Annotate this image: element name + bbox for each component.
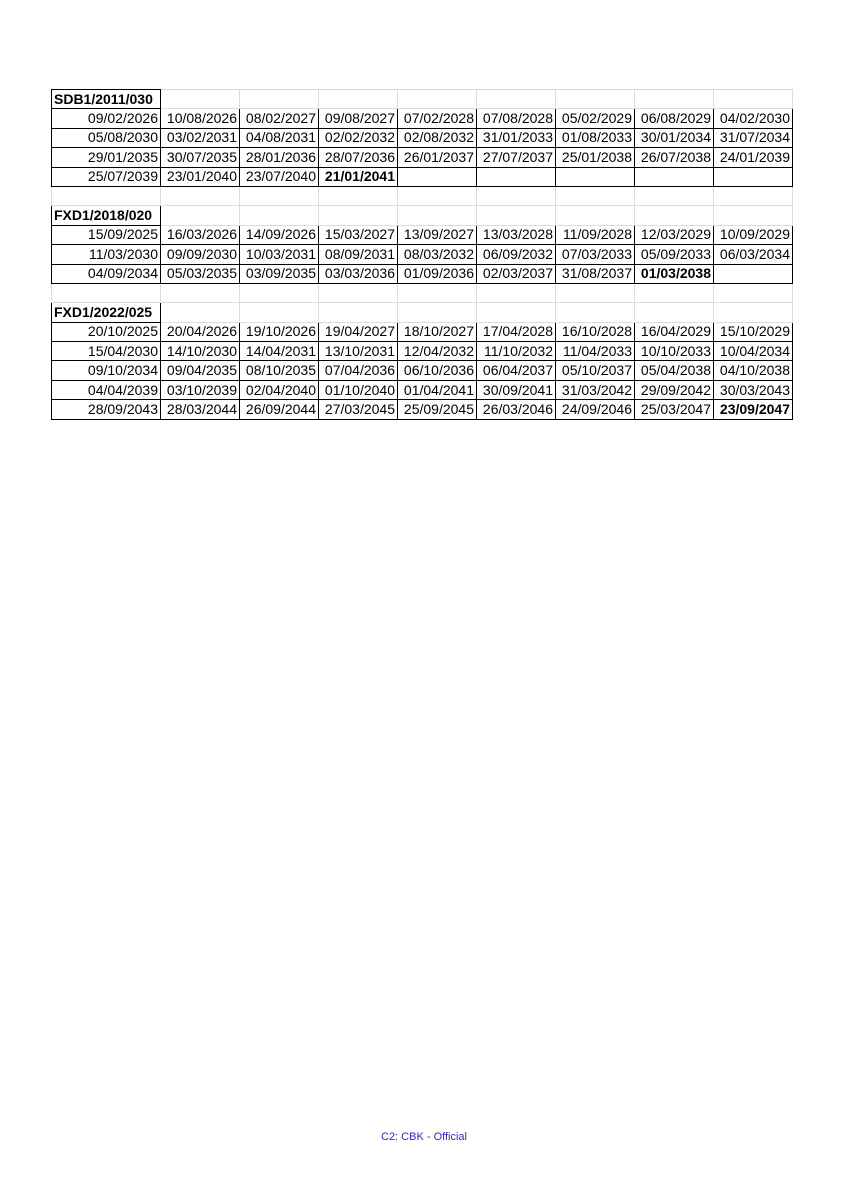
coupon-date-cell: 11/10/2032 xyxy=(477,342,556,361)
coupon-date-cell: 05/10/2037 xyxy=(556,361,635,380)
empty-cell xyxy=(714,186,793,205)
empty-cell xyxy=(319,283,398,302)
coupon-date-cell: 09/10/2034 xyxy=(52,361,161,380)
coupon-date-cell: 18/10/2027 xyxy=(398,322,477,341)
empty-cell xyxy=(714,303,793,322)
coupon-date-cell: 10/10/2033 xyxy=(635,342,714,361)
coupon-date-cell: 01/04/2041 xyxy=(398,380,477,399)
section-header-row xyxy=(52,303,793,322)
coupon-date-cell: 08/09/2031 xyxy=(319,245,398,264)
coupon-date-cell: 01/08/2033 xyxy=(556,128,635,147)
empty-cell xyxy=(161,186,240,205)
empty-cell xyxy=(556,90,635,109)
coupon-date-cell: 11/04/2033 xyxy=(556,342,635,361)
coupon-date-row xyxy=(52,342,793,361)
coupon-date-cell: 02/02/2032 xyxy=(319,128,398,147)
empty-cell xyxy=(161,283,240,302)
coupon-date-cell: 04/10/2038 xyxy=(714,361,793,380)
coupon-date-cell: 05/02/2029 xyxy=(556,109,635,128)
coupon-date-cell: 30/03/2043 xyxy=(714,380,793,399)
coupon-date-cell: 05/08/2030 xyxy=(52,128,161,147)
coupon-date-cell: 06/08/2029 xyxy=(635,109,714,128)
coupon-date-cell: 26/01/2037 xyxy=(398,148,477,167)
section-header-row xyxy=(52,206,793,225)
empty-cell xyxy=(477,167,556,186)
coupon-date-cell: 08/03/2032 xyxy=(398,245,477,264)
coupon-date-cell: 26/07/2038 xyxy=(635,148,714,167)
coupon-date-cell: 05/03/2035 xyxy=(161,264,240,283)
empty-cell xyxy=(398,186,477,205)
section-spacer-row xyxy=(52,283,793,302)
coupon-date-cell: 04/08/2031 xyxy=(240,128,319,147)
coupon-date-cell: 10/09/2029 xyxy=(714,225,793,244)
coupon-date-cell: 25/03/2047 xyxy=(635,400,714,419)
empty-cell xyxy=(556,167,635,186)
coupon-date-cell: 25/07/2039 xyxy=(52,167,161,186)
coupon-date-cell: 20/04/2026 xyxy=(161,322,240,341)
coupon-date-cell: 11/03/2030 xyxy=(52,245,161,264)
empty-cell xyxy=(398,303,477,322)
coupon-date-cell: 27/07/2037 xyxy=(477,148,556,167)
coupon-date-cell: 09/08/2027 xyxy=(319,109,398,128)
coupon-date-cell: 03/10/2039 xyxy=(161,380,240,399)
coupon-date-cell: 10/03/2031 xyxy=(240,245,319,264)
coupon-date-cell: 19/10/2026 xyxy=(240,322,319,341)
empty-cell xyxy=(319,303,398,322)
coupon-date-row xyxy=(52,225,793,244)
coupon-date-cell: 07/03/2033 xyxy=(556,245,635,264)
empty-cell xyxy=(635,303,714,322)
empty-cell xyxy=(240,90,319,109)
coupon-date-row xyxy=(52,322,793,341)
coupon-date-row xyxy=(52,128,793,147)
coupon-date-row xyxy=(52,109,793,128)
empty-cell xyxy=(714,283,793,302)
coupon-date-cell: 28/07/2036 xyxy=(319,148,398,167)
empty-cell xyxy=(398,206,477,225)
empty-cell xyxy=(635,283,714,302)
coupon-date-cell: 08/02/2027 xyxy=(240,109,319,128)
empty-cell xyxy=(240,206,319,225)
bond-code-label: SDB1/2011/030 xyxy=(52,90,161,109)
empty-cell xyxy=(161,90,240,109)
coupon-date-cell: 04/02/2030 xyxy=(714,109,793,128)
coupon-schedule-table xyxy=(51,89,793,420)
empty-cell xyxy=(635,206,714,225)
coupon-date-cell: 17/04/2028 xyxy=(477,322,556,341)
coupon-date-cell: 01/10/2040 xyxy=(319,380,398,399)
coupon-date-cell: 08/10/2035 xyxy=(240,361,319,380)
coupon-date-cell: 03/02/2031 xyxy=(161,128,240,147)
coupon-date-cell: 29/09/2042 xyxy=(635,380,714,399)
coupon-date-cell: 14/04/2031 xyxy=(240,342,319,361)
empty-cell xyxy=(477,90,556,109)
empty-cell xyxy=(240,303,319,322)
coupon-date-cell: 05/09/2033 xyxy=(635,245,714,264)
coupon-date-cell: 23/07/2040 xyxy=(240,167,319,186)
coupon-date-cell: 16/03/2026 xyxy=(161,225,240,244)
coupon-date-cell: 26/09/2044 xyxy=(240,400,319,419)
coupon-date-cell: 15/03/2027 xyxy=(319,225,398,244)
empty-cell xyxy=(319,206,398,225)
coupon-date-cell: 04/09/2034 xyxy=(52,264,161,283)
bond-code-label: FXD1/2022/025 xyxy=(52,303,161,322)
coupon-date-cell: 27/03/2045 xyxy=(319,400,398,419)
empty-cell xyxy=(398,90,477,109)
empty-cell xyxy=(477,206,556,225)
empty-cell xyxy=(319,90,398,109)
empty-cell xyxy=(714,90,793,109)
coupon-date-cell: 07/04/2036 xyxy=(319,361,398,380)
coupon-date-row xyxy=(52,380,793,399)
empty-cell xyxy=(240,186,319,205)
coupon-date-row xyxy=(52,245,793,264)
coupon-date-cell: 15/09/2025 xyxy=(52,225,161,244)
coupon-date-cell: 03/09/2035 xyxy=(240,264,319,283)
coupon-date-cell: 14/09/2026 xyxy=(240,225,319,244)
coupon-date-cell: 30/07/2035 xyxy=(161,148,240,167)
empty-cell xyxy=(635,90,714,109)
coupon-date-cell: 16/04/2029 xyxy=(635,322,714,341)
empty-cell xyxy=(240,283,319,302)
empty-cell xyxy=(714,167,793,186)
coupon-date-cell: 30/09/2041 xyxy=(477,380,556,399)
empty-cell xyxy=(52,186,161,205)
coupon-date-cell: 20/10/2025 xyxy=(52,322,161,341)
coupon-date-cell: 07/02/2028 xyxy=(398,109,477,128)
empty-cell xyxy=(477,186,556,205)
coupon-date-row xyxy=(52,361,793,380)
coupon-date-cell: 24/09/2046 xyxy=(556,400,635,419)
coupon-date-cell: 23/01/2040 xyxy=(161,167,240,186)
coupon-date-cell: 28/09/2043 xyxy=(52,400,161,419)
coupon-date-cell: 31/03/2042 xyxy=(556,380,635,399)
section-spacer-row xyxy=(52,186,793,205)
coupon-date-cell: 14/10/2030 xyxy=(161,342,240,361)
coupon-date-cell: 25/01/2038 xyxy=(556,148,635,167)
coupon-date-cell: 26/03/2046 xyxy=(477,400,556,419)
empty-cell xyxy=(52,283,161,302)
coupon-date-cell: 28/03/2044 xyxy=(161,400,240,419)
coupon-date-cell: 06/04/2037 xyxy=(477,361,556,380)
empty-cell xyxy=(161,303,240,322)
coupon-date-cell: 11/09/2028 xyxy=(556,225,635,244)
coupon-date-row xyxy=(52,400,793,419)
coupon-date-cell: 09/09/2030 xyxy=(161,245,240,264)
coupon-date-cell: 13/03/2028 xyxy=(477,225,556,244)
empty-cell xyxy=(556,206,635,225)
final-maturity-date-cell: 01/03/2038 xyxy=(635,264,714,283)
coupon-date-cell: 02/04/2040 xyxy=(240,380,319,399)
coupon-date-cell: 31/01/2033 xyxy=(477,128,556,147)
coupon-date-cell: 13/10/2031 xyxy=(319,342,398,361)
coupon-date-cell: 04/04/2039 xyxy=(52,380,161,399)
coupon-date-cell: 31/08/2037 xyxy=(556,264,635,283)
empty-cell xyxy=(556,283,635,302)
final-maturity-date-cell: 23/09/2047 xyxy=(714,400,793,419)
coupon-date-cell: 06/10/2036 xyxy=(398,361,477,380)
coupon-date-cell: 16/10/2028 xyxy=(556,322,635,341)
coupon-date-cell: 10/04/2034 xyxy=(714,342,793,361)
coupon-date-cell: 15/04/2030 xyxy=(52,342,161,361)
coupon-date-cell: 12/03/2029 xyxy=(635,225,714,244)
coupon-date-cell: 13/09/2027 xyxy=(398,225,477,244)
coupon-date-cell: 01/09/2036 xyxy=(398,264,477,283)
coupon-date-cell: 12/04/2032 xyxy=(398,342,477,361)
empty-cell xyxy=(398,283,477,302)
coupon-date-cell: 19/04/2027 xyxy=(319,322,398,341)
empty-cell xyxy=(635,167,714,186)
coupon-date-cell: 15/10/2029 xyxy=(714,322,793,341)
empty-cell xyxy=(161,206,240,225)
coupon-date-cell: 06/09/2032 xyxy=(477,245,556,264)
coupon-date-cell: 05/04/2038 xyxy=(635,361,714,380)
coupon-date-cell: 31/07/2034 xyxy=(714,128,793,147)
coupon-date-row xyxy=(52,167,793,186)
coupon-date-cell: 09/02/2026 xyxy=(52,109,161,128)
coupon-date-row xyxy=(52,264,793,283)
coupon-date-cell: 02/03/2037 xyxy=(477,264,556,283)
classification-footer: C2: CBK - Official xyxy=(381,1131,467,1143)
empty-cell xyxy=(477,303,556,322)
final-maturity-date-cell: 21/01/2041 xyxy=(319,167,398,186)
coupon-date-cell: 07/08/2028 xyxy=(477,109,556,128)
coupon-date-cell: 30/01/2034 xyxy=(635,128,714,147)
empty-cell xyxy=(319,186,398,205)
coupon-date-cell: 06/03/2034 xyxy=(714,245,793,264)
empty-cell xyxy=(556,186,635,205)
coupon-date-cell: 10/08/2026 xyxy=(161,109,240,128)
coupon-date-cell: 09/04/2035 xyxy=(161,361,240,380)
coupon-date-cell: 28/01/2036 xyxy=(240,148,319,167)
coupon-date-cell: 24/01/2039 xyxy=(714,148,793,167)
coupon-date-cell: 29/01/2035 xyxy=(52,148,161,167)
empty-cell xyxy=(556,303,635,322)
coupon-date-cell: 02/08/2032 xyxy=(398,128,477,147)
section-header-row xyxy=(52,90,793,109)
empty-cell xyxy=(714,206,793,225)
empty-cell xyxy=(714,264,793,283)
bond-code-label: FXD1/2018/020 xyxy=(52,206,161,225)
coupon-date-cell: 25/09/2045 xyxy=(398,400,477,419)
empty-cell xyxy=(635,186,714,205)
empty-cell xyxy=(477,283,556,302)
empty-cell xyxy=(398,167,477,186)
coupon-date-cell: 03/03/2036 xyxy=(319,264,398,283)
coupon-date-row xyxy=(52,148,793,167)
